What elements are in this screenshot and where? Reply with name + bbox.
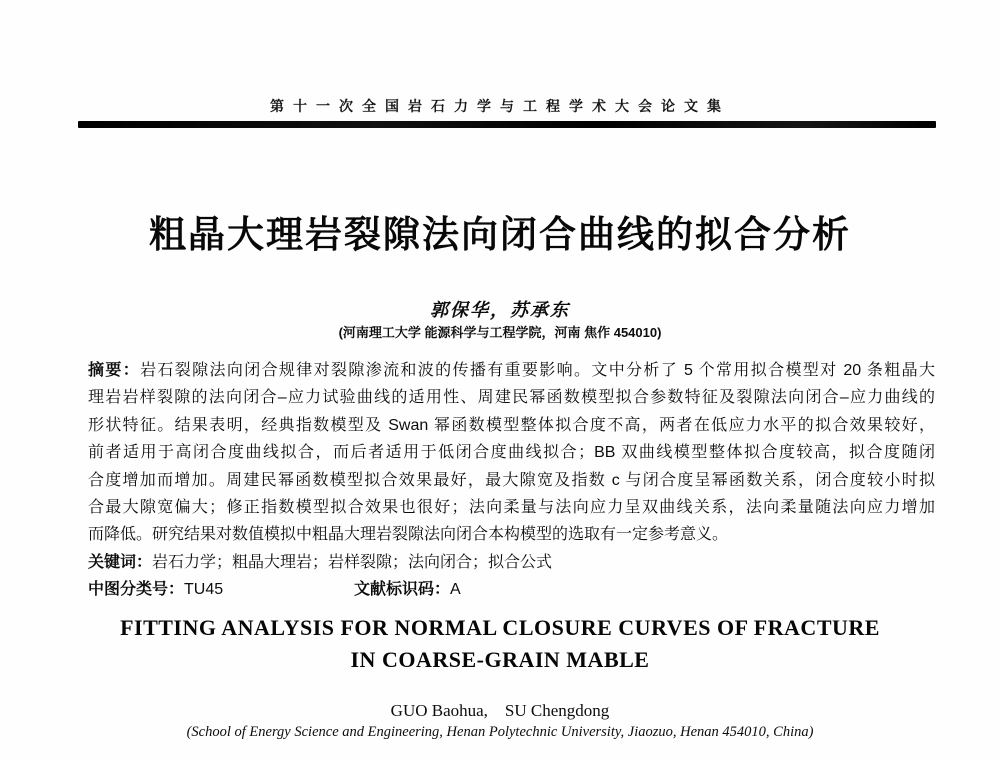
affiliation-cn: (河南理工大学 能源科学与工程学院，河南 焦作 454010) [338,325,662,340]
abstract-line [88,357,935,384]
paper-title-en-line2: IN COARSE-GRAIN MABLE [350,647,650,672]
doc-code-value: A [450,581,461,599]
abstract-line: 形状特征。结果表明，经典指数模型及 Swan 幂函数模型整体拟合度不高，两者在低应力水平的拟合效果较好， [88,416,935,434]
conference-header: 第十一次全国岩石力学与工程学术大会论文集 [270,98,730,114]
abstract-block [88,357,935,604]
header-rule [78,121,936,128]
keywords-label: 关键词： [88,553,153,571]
abstract-line: 而降低。研究结果对数值模拟中粗晶大理岩裂隙法向闭合本构模型的选取有一定参考意义。 [88,526,729,544]
keywords-text: 岩石力学；粗晶大理岩；岩样裂隙；法向闭合；拟合公式 [152,553,553,571]
clc-label: 中图分类号： [88,581,185,599]
abstract-label: 摘要： [88,362,141,379]
abstract-line: 合度增加而增加。周建民幂函数模型拟合效果最好，最大隙宽及指数 c 与闭合度呈幂函数关系，闭合度较小时拟 [88,471,935,489]
paper-title-en-line1: FITTING ANALYSIS FOR NORMAL CLOSURE CURVES OF FRACTURE [120,615,880,640]
doc-code-group [354,581,461,598]
abstract-text: 岩石裂隙法向闭合规律对裂隙渗流和波的传播有重要影响。文中分析了 5 个常用拟合模型对 20 条粗晶大 [140,362,935,379]
doc-code-label: 文献标识码： [354,581,451,599]
affiliation-en: (School of Energy Science and Engineering, Henan Polytechnic University, Jiaozuo, Henan 454010, China) [186,724,814,740]
authors-en: GUO Baohua, SU Chengdong [390,701,610,720]
authors-cn: 郭保华，苏承东 [430,300,570,320]
abstract-line: 理岩岩样裂隙的法向闭合–应力试验曲线的适用性、周建民幂函数模型拟合参数特征及裂隙法向闭合–应力曲线的 [88,389,935,407]
paper-title-en [0,612,1000,676]
keywords-line [88,549,935,576]
clc-value: TU45 [184,581,224,599]
paper-title-cn: 粗晶大理岩裂隙法向闭合曲线的拟合分析 [149,214,851,255]
classification-line [88,576,935,603]
abstract-line: 合最大隙宽偏大；修正指数模型拟合效果也很好；法向柔量与法向应力呈双曲线关系，法向柔量随法向应力增加 [88,498,935,516]
clc-group [88,576,354,603]
abstract-line: 前者适用于高闭合度曲线拟合，而后者适用于低闭合度曲线拟合；BB 双曲线模型整体拟合度较高，拟合度随闭 [88,444,935,462]
